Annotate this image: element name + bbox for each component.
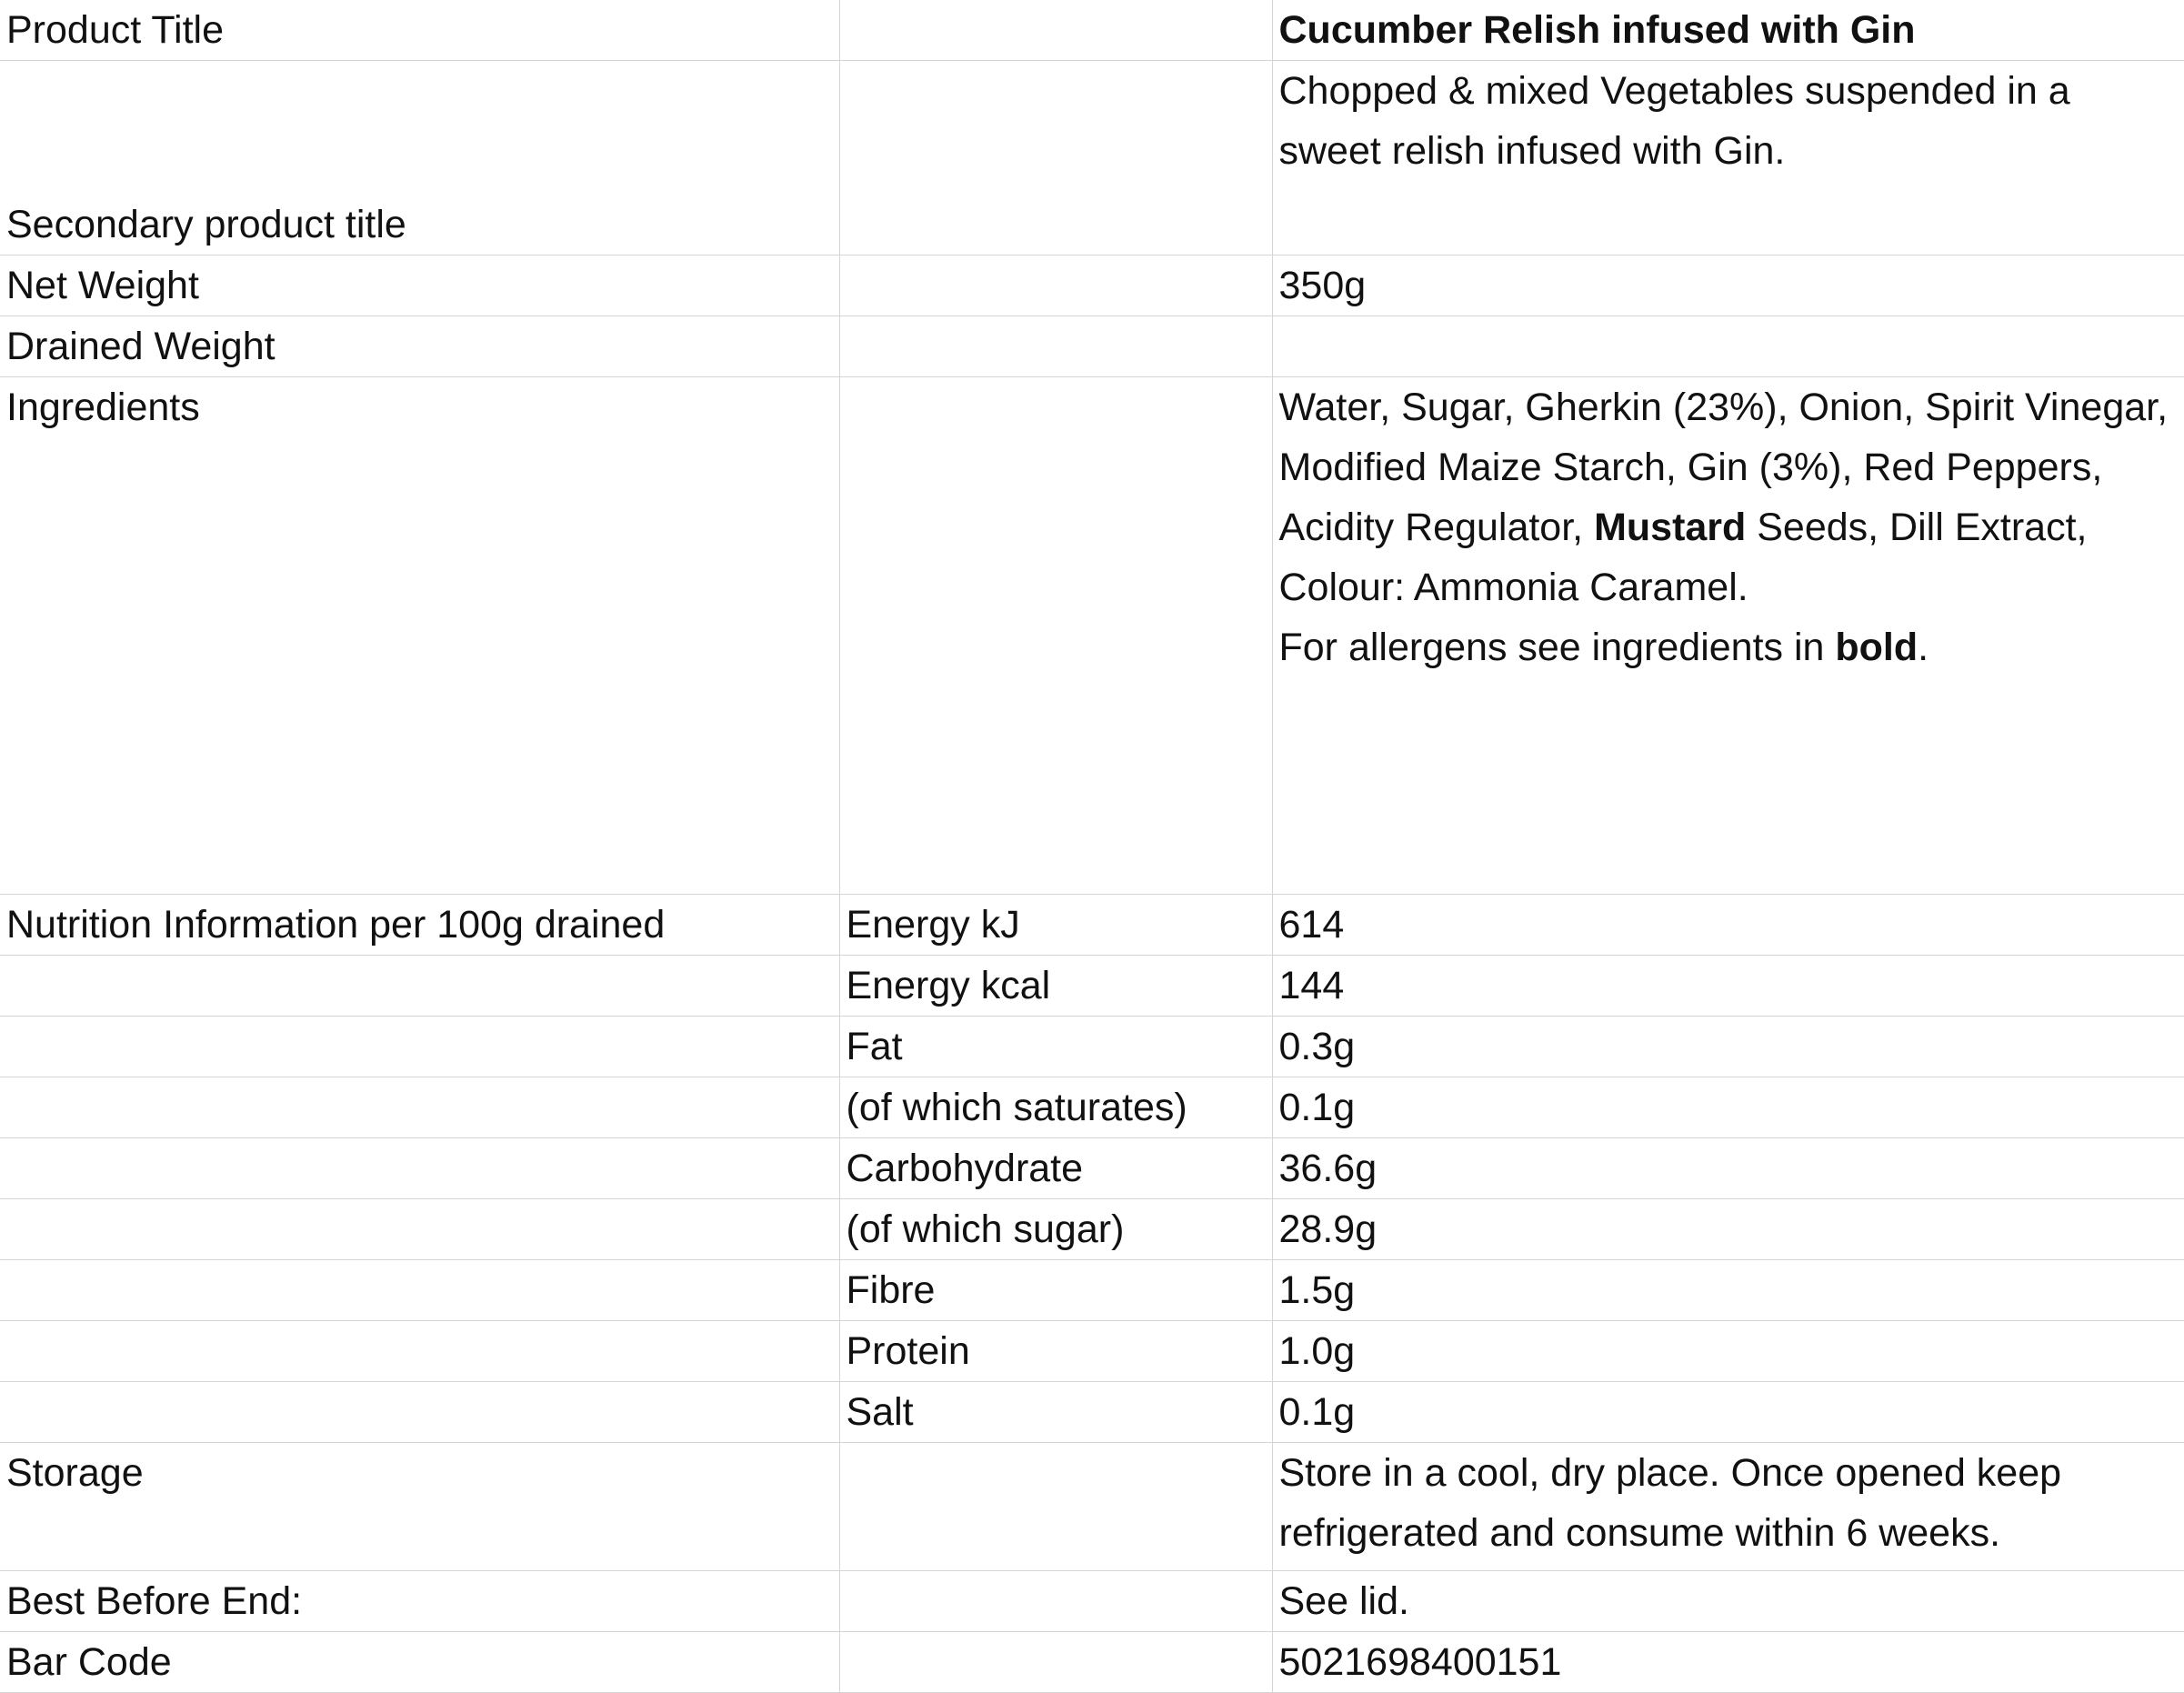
row-secondary-title xyxy=(0,61,2184,255)
nutrient-name[interactable]: Energy kJ xyxy=(839,895,1272,956)
label-nutrition[interactable]: Nutrition Information per 100g drained xyxy=(0,895,839,956)
row-nutrition xyxy=(0,1199,2184,1260)
allergen-text: Mustard xyxy=(1594,506,1746,549)
nutrient-value[interactable]: 1.0g xyxy=(1272,1321,2184,1382)
row-nutrition xyxy=(0,1382,2184,1443)
row-drained-weight xyxy=(0,316,2184,377)
empty-cell[interactable] xyxy=(839,377,1272,895)
row-product-title xyxy=(0,0,2184,61)
value-net-weight[interactable]: 350g xyxy=(1272,255,2184,316)
bold-word: bold xyxy=(1835,626,1918,669)
nutrient-value[interactable]: 36.6g xyxy=(1272,1138,2184,1199)
label-bar-code[interactable]: Bar Code xyxy=(0,1632,839,1693)
empty-cell[interactable] xyxy=(0,1138,839,1199)
nutrient-value[interactable]: 0.1g xyxy=(1272,1382,2184,1443)
empty-cell[interactable] xyxy=(839,1443,1272,1571)
label-storage[interactable]: Storage xyxy=(0,1443,839,1571)
empty-cell[interactable] xyxy=(0,1321,839,1382)
row-net-weight xyxy=(0,255,2184,316)
value-drained-weight[interactable] xyxy=(1272,316,2184,377)
text-run: For allergens see ingredients in xyxy=(1279,626,1836,669)
nutrient-name[interactable]: (of which sugar) xyxy=(839,1199,1272,1260)
empty-cell[interactable] xyxy=(0,1017,839,1077)
label-product-title[interactable]: Product Title xyxy=(0,0,839,61)
empty-cell[interactable] xyxy=(839,1571,1272,1632)
label-drained-weight[interactable]: Drained Weight xyxy=(0,316,839,377)
nutrient-name[interactable]: Fat xyxy=(839,1017,1272,1077)
text-line: Modified Maize Starch, Gin (3%), Red Peppers, xyxy=(1279,437,2184,497)
empty-cell[interactable] xyxy=(0,1260,839,1321)
nutrient-value[interactable]: 1.5g xyxy=(1272,1260,2184,1321)
value-product-title[interactable]: Cucumber Relish infused with Gin xyxy=(1272,0,2184,61)
row-ingredients xyxy=(0,377,2184,895)
nutrient-name[interactable]: Protein xyxy=(839,1321,1272,1382)
label-best-before[interactable]: Best Before End: xyxy=(0,1571,839,1632)
row-nutrition xyxy=(0,1017,2184,1077)
row-nutrition xyxy=(0,956,2184,1017)
nutrient-name[interactable]: (of which saturates) xyxy=(839,1077,1272,1138)
nutrient-value[interactable]: 614 xyxy=(1272,895,2184,956)
row-storage xyxy=(0,1443,2184,1571)
label-ingredients[interactable]: Ingredients xyxy=(0,377,839,895)
row-nutrition xyxy=(0,1321,2184,1382)
text-run: Acidity Regulator, xyxy=(1279,506,1595,549)
text-line: Water, Sugar, Gherkin (23%), Onion, Spirit Vinegar, xyxy=(1279,377,2184,437)
value-secondary-title[interactable] xyxy=(1272,61,2184,255)
text-line: refrigerated and consume within 6 weeks. xyxy=(1279,1503,2184,1563)
nutrient-name[interactable]: Carbohydrate xyxy=(839,1138,1272,1199)
empty-cell[interactable] xyxy=(839,316,1272,377)
text-line: Colour: Ammonia Caramel. xyxy=(1279,557,2184,617)
nutrient-value[interactable]: 28.9g xyxy=(1272,1199,2184,1260)
text-line xyxy=(1279,617,2184,677)
row-nutrition xyxy=(0,895,2184,956)
row-best-before xyxy=(0,1571,2184,1632)
row-nutrition xyxy=(0,1260,2184,1321)
row-bar-code xyxy=(0,1632,2184,1693)
nutrient-name[interactable]: Energy kcal xyxy=(839,956,1272,1017)
nutrient-value[interactable]: 0.3g xyxy=(1272,1017,2184,1077)
empty-cell[interactable] xyxy=(839,1632,1272,1693)
nutrient-name[interactable]: Salt xyxy=(839,1382,1272,1443)
empty-cell[interactable] xyxy=(839,61,1272,255)
empty-cell[interactable] xyxy=(0,1077,839,1138)
text-line: Store in a cool, dry place. Once opened keep xyxy=(1279,1443,2184,1503)
empty-cell[interactable] xyxy=(839,255,1272,316)
empty-cell[interactable] xyxy=(839,0,1272,61)
text-line xyxy=(1279,497,2184,557)
text-line: sweet relish infused with Gin. xyxy=(1279,121,2184,181)
empty-cell[interactable] xyxy=(0,1199,839,1260)
label-secondary-title[interactable]: Secondary product title xyxy=(0,61,839,255)
nutrient-value[interactable]: 144 xyxy=(1272,956,2184,1017)
row-nutrition xyxy=(0,1138,2184,1199)
empty-cell[interactable] xyxy=(0,956,839,1017)
empty-cell[interactable] xyxy=(0,1382,839,1443)
value-storage[interactable] xyxy=(1272,1443,2184,1571)
value-ingredients[interactable] xyxy=(1272,377,2184,895)
row-nutrition xyxy=(0,1077,2184,1138)
label-net-weight[interactable]: Net Weight xyxy=(0,255,839,316)
value-best-before[interactable]: See lid. xyxy=(1272,1571,2184,1632)
text-run: . xyxy=(1918,626,1929,669)
nutrient-value[interactable]: 0.1g xyxy=(1272,1077,2184,1138)
value-bar-code[interactable]: 5021698400151 xyxy=(1272,1632,2184,1693)
text-line: Chopped & mixed Vegetables suspended in a xyxy=(1279,61,2184,121)
text-run: Seeds, Dill Extract, xyxy=(1746,506,2087,549)
nutrient-name[interactable]: Fibre xyxy=(839,1260,1272,1321)
